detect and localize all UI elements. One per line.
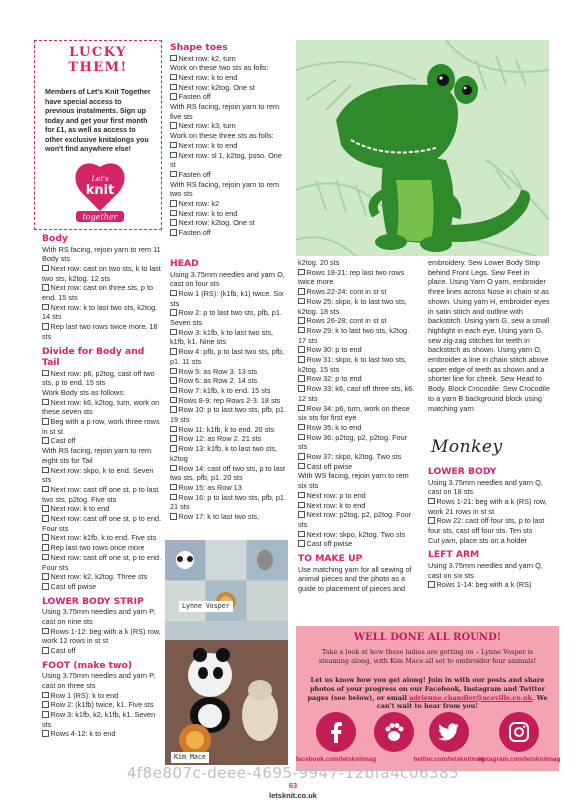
step-text: Next row: k to end bbox=[50, 504, 110, 514]
monkey-heading: Monkey bbox=[431, 437, 503, 457]
step-checkbox[interactable] bbox=[42, 554, 49, 561]
step-checkbox[interactable] bbox=[170, 484, 177, 491]
step-checkbox[interactable] bbox=[170, 494, 177, 501]
step-checkbox[interactable] bbox=[170, 142, 177, 149]
step-text: Rows 1-21: beg with a k (RS) row, work 21 rows in st st bbox=[428, 496, 547, 516]
step-checkbox[interactable] bbox=[298, 385, 305, 392]
instagram-icon[interactable] bbox=[499, 712, 539, 752]
step-checkbox[interactable] bbox=[42, 418, 49, 425]
step-checkbox[interactable] bbox=[170, 210, 177, 217]
pattern-step bbox=[428, 497, 550, 516]
section-heading: LOWER BODY bbox=[428, 466, 497, 477]
instruction-text: With RS facing, rejoin yarn to rem eight sts for Tail bbox=[42, 446, 152, 465]
banner-cta-text: Let us know how you get along! Join in with our posts and share photos of your progress on our Facebook, Instagram and Twitter pages (see below), or email bbox=[307, 676, 546, 702]
pattern-step bbox=[42, 369, 162, 388]
pattern-step bbox=[42, 436, 162, 446]
step-checkbox[interactable] bbox=[42, 534, 49, 541]
step-checkbox[interactable] bbox=[170, 122, 177, 129]
step-checkbox[interactable] bbox=[170, 387, 177, 394]
pattern-step bbox=[170, 434, 288, 444]
step-text: Row 5: as Row 3. 13 sts bbox=[178, 366, 258, 376]
pattern-step bbox=[298, 297, 418, 316]
column-2-top bbox=[170, 42, 288, 238]
step-text: Row 10: p to last two sts, pfb, p1. 19 sts bbox=[170, 405, 286, 425]
step-checkbox[interactable] bbox=[428, 498, 435, 505]
pattern-step bbox=[170, 367, 288, 377]
pattern-step bbox=[42, 700, 162, 710]
pattern-step bbox=[42, 646, 162, 656]
step-checkbox[interactable] bbox=[298, 540, 305, 547]
step-text: Row 34: p6, turn, work on these six sts for first eye bbox=[298, 403, 410, 423]
step-checkbox[interactable] bbox=[298, 317, 305, 324]
step-checkbox[interactable] bbox=[298, 531, 305, 538]
step-text: Rows 22-24: cont in st st bbox=[306, 287, 387, 297]
pattern-step bbox=[298, 384, 418, 403]
column-1 bbox=[42, 233, 162, 739]
section-heading: HEAD bbox=[170, 258, 199, 269]
lets-knit-together-logo bbox=[72, 161, 128, 225]
instruction-text: Using 3.75mm needles and yarn P, cast on nine sts bbox=[42, 607, 156, 626]
step-checkbox[interactable] bbox=[170, 309, 177, 316]
pattern-step bbox=[170, 151, 288, 170]
step-text: Row 32: p to end bbox=[306, 374, 362, 384]
page-number: 63 bbox=[288, 781, 298, 790]
step-checkbox[interactable] bbox=[42, 730, 49, 737]
step-checkbox[interactable] bbox=[42, 711, 49, 718]
banner-call-to-action bbox=[306, 676, 549, 711]
pattern-step bbox=[170, 228, 288, 238]
step-checkbox[interactable] bbox=[170, 329, 177, 336]
step-checkbox[interactable] bbox=[170, 406, 177, 413]
step-text: Row 33: k6, cast off three sts, k6. 12 sts bbox=[298, 384, 415, 403]
step-checkbox[interactable] bbox=[298, 288, 305, 295]
step-text: Rows 4-12: k to end bbox=[50, 729, 116, 739]
step-text: Next row: k2, k2tog. Three sts bbox=[50, 572, 148, 582]
step-checkbox[interactable] bbox=[298, 375, 305, 382]
twitter-link[interactable]: twitter.com/letsknitmag bbox=[413, 756, 485, 763]
pattern-step bbox=[42, 303, 162, 322]
step-text: Rows 1-14: beg with a k (RS) bbox=[436, 580, 532, 590]
section-heading: TO MAKE UP bbox=[298, 553, 363, 565]
email-link[interactable]: adrienne.chandler@aceville.co.uk bbox=[409, 693, 533, 702]
step-checkbox[interactable] bbox=[298, 502, 305, 509]
step-text: Cast off bbox=[50, 436, 76, 446]
step-text: Next row: cast off one st, p to last two sts, p2tog. Five sts bbox=[42, 484, 159, 504]
step-checkbox[interactable] bbox=[170, 84, 177, 91]
step-text: Row 7: k1fb, k to end. 15 sts bbox=[178, 385, 271, 395]
pattern-step bbox=[170, 328, 288, 347]
step-text: Next row: k to end bbox=[178, 208, 238, 218]
pattern-step bbox=[42, 553, 162, 572]
step-checkbox[interactable] bbox=[42, 505, 49, 512]
step-text: Row 11: k1fb, k to end. 20 sts bbox=[178, 424, 275, 434]
step-checkbox[interactable] bbox=[298, 269, 305, 276]
step-text: Row 4: pfb, p to last two sts, pfb, p1. 11 sts bbox=[170, 347, 284, 366]
step-checkbox[interactable] bbox=[42, 399, 49, 406]
promo-text: Members of Let's Knit Together have special access to previous instalments. Sign up today and get your first month for £1, as well as access to other exclusive knitalongs you won't find anywhere else! bbox=[45, 88, 151, 154]
step-text: Rep last two rows twice more. 18 sts bbox=[42, 322, 158, 341]
pattern-step bbox=[170, 444, 288, 463]
step-text: Row 37: skpo, k2tog. Two sts bbox=[306, 452, 402, 462]
step-text: Fasten off bbox=[178, 92, 211, 102]
pattern-step bbox=[170, 425, 288, 435]
pattern-step bbox=[170, 493, 288, 512]
step-checkbox[interactable] bbox=[298, 405, 305, 412]
svg-text:Let's: Let's bbox=[91, 175, 109, 183]
pattern-step bbox=[298, 539, 418, 549]
pattern-step bbox=[42, 533, 162, 543]
pattern-step bbox=[298, 452, 418, 462]
svg-text:together: together bbox=[82, 212, 118, 222]
step-text: Row 30: p to end bbox=[306, 345, 362, 355]
instruction-text: embroidery. Sew Lower Body Strip behind Front Legs. Sew Feet in place. Using Yarn O yarn, embroider three lines across Nose in chain st as shown. Using yarn H, embroider eyes in satin stitch and outline with backstitch. Using yarn G, sew a small highlight in each eye. Using yarn G, sew zig-zag stitches for teeth in backstitch as shown. Using yarn O, embroider a line in chain stitch above upper edge of teeth as shown and a shorter line for cheek. Sew Head to Body. Block Crocodile. Sew Crocodile to a yarn B background block using matching yarn bbox=[428, 258, 550, 413]
instruction-text: Using 3.75mm needles and yarn Q, cast on six sts bbox=[428, 560, 543, 580]
facebook-icon[interactable] bbox=[316, 712, 356, 752]
pattern-step bbox=[428, 580, 550, 590]
pattern-step bbox=[298, 433, 418, 452]
pattern-step bbox=[42, 710, 162, 729]
step-text: Next row: cast off one st, p to end. Four sts bbox=[42, 514, 162, 533]
step-checkbox[interactable] bbox=[42, 628, 49, 635]
step-text: Rep last two rows once more bbox=[50, 543, 145, 553]
pattern-step bbox=[42, 543, 162, 553]
facebook-link[interactable]: facebook.com/letsknitmag bbox=[295, 756, 377, 763]
step-checkbox[interactable] bbox=[428, 517, 435, 524]
pattern-step bbox=[298, 530, 418, 540]
step-text: Row 35: k to end bbox=[306, 422, 362, 432]
step-checkbox[interactable] bbox=[170, 219, 177, 226]
step-checkbox[interactable] bbox=[170, 348, 177, 355]
step-text: Row 22: cast off four sts, p to last four sts, cast off four sts. Ten sts bbox=[428, 516, 545, 536]
step-text: Next row: p to end bbox=[306, 490, 366, 500]
step-checkbox[interactable] bbox=[42, 692, 49, 699]
step-checkbox[interactable] bbox=[170, 368, 177, 375]
step-text: Row 29: k to last two sts, k2tog. 17 sts bbox=[298, 325, 410, 345]
pattern-step bbox=[170, 512, 288, 522]
website: letsknit.co.uk bbox=[269, 790, 317, 800]
pattern-step bbox=[42, 398, 162, 417]
step-checkbox[interactable] bbox=[298, 463, 305, 470]
step-text: Row 15: as Row 13 bbox=[178, 482, 242, 492]
step-text: Row 31: skpo, k to last two sts, k2tog. 15 sts bbox=[298, 355, 407, 374]
pattern-step bbox=[170, 396, 288, 406]
step-text: Rows 26-28: cont in st st bbox=[306, 316, 387, 326]
step-text: Row 2: p to last two sts, pfb, p1. Seven sts bbox=[170, 308, 282, 328]
instruction-text: Use matching yarn for all sewing of animal pieces and the photo as a guide to placement of pieces and bbox=[298, 564, 412, 593]
members-promo-box bbox=[34, 40, 162, 230]
step-text: Next row: sl 1, k2tog, psso. One st bbox=[170, 150, 282, 170]
step-text: Row 6: as Row 2. 14 sts bbox=[178, 376, 258, 386]
step-checkbox[interactable] bbox=[42, 323, 49, 330]
knitted-animals-photo bbox=[165, 540, 288, 765]
step-text: Next row: cast on three sts, p to end. 15 sts bbox=[42, 283, 154, 303]
pattern-step bbox=[42, 264, 162, 283]
banner-intro: Take a look at how these ladies are getting on – Lynne Vosper is steaming along, with Kim Mace all set to embroider four animals! bbox=[318, 648, 537, 665]
step-checkbox[interactable] bbox=[170, 55, 177, 62]
instruction-text: With RS facing, rejoin yarn to rem 11 Body sts bbox=[42, 244, 161, 264]
step-checkbox[interactable] bbox=[42, 701, 49, 708]
column-2-bottom bbox=[170, 258, 288, 522]
pattern-step bbox=[298, 345, 418, 355]
pattern-step bbox=[42, 466, 162, 485]
pattern-step bbox=[170, 483, 288, 493]
step-checkbox[interactable] bbox=[170, 290, 177, 297]
step-checkbox[interactable] bbox=[170, 93, 177, 100]
step-text: Row 2: (k1fb) twice, k1. Five sts bbox=[50, 700, 154, 710]
pattern-step bbox=[170, 405, 288, 424]
paw-icon bbox=[374, 712, 414, 752]
pattern-step bbox=[170, 376, 288, 386]
step-checkbox[interactable] bbox=[298, 356, 305, 363]
step-text: Beg with a p row, work three rows in st st bbox=[42, 417, 160, 436]
pattern-step bbox=[170, 83, 288, 93]
watermark: 4f8e807c-deee-4695-9947-12bfa4c06385 bbox=[126, 764, 460, 782]
step-checkbox[interactable] bbox=[42, 544, 49, 551]
section-heading: LEFT ARM bbox=[428, 549, 480, 561]
pattern-step bbox=[170, 170, 288, 180]
step-text: Next row: k2 bbox=[178, 199, 220, 209]
step-checkbox[interactable] bbox=[428, 581, 435, 588]
step-checkbox[interactable] bbox=[298, 298, 305, 305]
step-checkbox[interactable] bbox=[42, 265, 49, 272]
twitter-icon[interactable] bbox=[429, 712, 469, 752]
step-checkbox[interactable] bbox=[42, 515, 49, 522]
pattern-step bbox=[428, 516, 550, 535]
step-checkbox[interactable] bbox=[170, 377, 177, 384]
page-footer bbox=[0, 781, 586, 800]
section-heading: Body bbox=[42, 233, 68, 244]
step-checkbox[interactable] bbox=[170, 426, 177, 433]
instruction-text: With WS facing, rejoin yarn to rem six sts bbox=[298, 471, 409, 491]
pattern-step bbox=[42, 504, 162, 514]
step-checkbox[interactable] bbox=[170, 200, 177, 207]
pattern-step bbox=[298, 355, 418, 374]
step-checkbox[interactable] bbox=[170, 229, 177, 236]
pattern-step bbox=[298, 326, 418, 345]
promo-heading: LUCKY THEM! bbox=[68, 45, 128, 75]
pattern-step bbox=[170, 92, 288, 102]
pattern-step bbox=[42, 729, 162, 739]
pattern-step bbox=[42, 322, 162, 341]
step-text: Next row: k to end bbox=[178, 140, 238, 150]
step-checkbox[interactable] bbox=[298, 346, 305, 353]
step-text: Cast off pwise bbox=[50, 582, 97, 591]
step-checkbox[interactable] bbox=[298, 434, 305, 441]
pattern-step bbox=[298, 423, 418, 433]
step-text: Cast off bbox=[50, 646, 76, 656]
step-text: Fasten off bbox=[178, 228, 211, 238]
instruction-text: With RS facing, rejoin yarn to rem two sts bbox=[170, 179, 280, 199]
step-checkbox[interactable] bbox=[298, 327, 305, 334]
step-checkbox[interactable] bbox=[42, 284, 49, 291]
column-3 bbox=[298, 258, 418, 594]
pattern-step bbox=[298, 462, 418, 472]
pattern-step bbox=[170, 218, 288, 228]
pattern-step bbox=[298, 374, 418, 384]
pattern-step bbox=[170, 464, 288, 483]
step-text: Row 36: p2tog, p2, p2tog. Four sts bbox=[298, 432, 408, 452]
column-4-bottom bbox=[428, 466, 550, 590]
step-text: Next row: k2, turn bbox=[178, 53, 236, 63]
step-text: Row 3: k1fb, k to last two sts, k1fb, k1. Nine sts bbox=[170, 327, 273, 347]
step-text: Row 1 (RS): k to end bbox=[50, 690, 119, 700]
step-checkbox[interactable] bbox=[298, 511, 305, 518]
step-text: Next row: cast off one st, p to end. Four sts bbox=[42, 552, 162, 572]
pattern-step bbox=[298, 510, 418, 529]
step-text: Row 1 (RS): (k1fb, k1) twice. Six sts bbox=[170, 288, 284, 308]
step-text: Row 25: skpo, k to last two sts, k2tog. 18 sts bbox=[298, 296, 407, 316]
step-text: Next row: cast on two sts, k to last two sts, k2tog. 12 sts bbox=[42, 263, 161, 283]
step-checkbox[interactable] bbox=[298, 453, 305, 460]
step-checkbox[interactable] bbox=[170, 465, 177, 472]
section-heading: FOOT (make two) bbox=[42, 659, 133, 671]
step-text: Next row: k3, turn bbox=[178, 121, 236, 131]
step-text: Row 16: p to last two sts, pfb, p1. 21 sts bbox=[170, 492, 286, 512]
column-4-top bbox=[428, 258, 550, 413]
pattern-step bbox=[42, 572, 162, 582]
pattern-step bbox=[170, 141, 288, 151]
instruction-text: Work Body sts as follows: bbox=[42, 387, 125, 397]
step-checkbox[interactable] bbox=[42, 304, 49, 311]
step-text: Next row: p6, p2tog, cast off two sts, p to end. 15 sts bbox=[42, 368, 155, 388]
pattern-step bbox=[170, 209, 288, 219]
well-done-banner bbox=[296, 626, 559, 771]
pattern-step bbox=[298, 501, 418, 511]
step-checkbox[interactable] bbox=[170, 74, 177, 81]
pattern-step bbox=[298, 287, 418, 297]
instruction-text: Cut yarn, place sts on a holder bbox=[428, 535, 527, 545]
instagram-link[interactable]: instagram.com/letsknitmag bbox=[477, 756, 561, 763]
pattern-step bbox=[42, 691, 162, 701]
step-text: Next row: k to last two sts, k2tog. 14 sts bbox=[42, 302, 158, 322]
step-text: Row 13: k1fb, k to last two sts, k2tog bbox=[170, 444, 278, 463]
pattern-step bbox=[42, 283, 162, 302]
pattern-step bbox=[170, 73, 288, 83]
step-text: Row 14: cast off two sts, p to last two sts, pfb, p1. 20 sts bbox=[170, 463, 286, 483]
instruction-text: Using 3.75mm needles and yarn P, cast on three sts bbox=[42, 671, 156, 690]
crocodile-photo bbox=[296, 40, 549, 256]
instruction-text: Using 3.75mm needles and yarn O, cast on four sts bbox=[170, 269, 285, 289]
step-text: Row 17: k to last two sts, bbox=[178, 512, 260, 522]
instruction-text: k2tog. 20 sts bbox=[298, 258, 340, 267]
step-text: Rows 8-9: rep Rows 2-3. 18 sts bbox=[178, 395, 281, 405]
pattern-step bbox=[42, 514, 162, 533]
pattern-step bbox=[42, 485, 162, 504]
step-checkbox[interactable] bbox=[298, 424, 305, 431]
instruction-text: Using 3.75mm needles and yarn Q, cast on 18 sts bbox=[428, 477, 543, 497]
step-text: Next row: k1fb, k to end. Five sts bbox=[50, 533, 157, 543]
pattern-step bbox=[298, 268, 418, 287]
step-text: Rows 1-12: beg with a k (RS) row, work 12 rows in st st bbox=[42, 626, 161, 646]
step-text: Row 3: k1fb, k2, k1fb, k1. Seven sts bbox=[42, 710, 156, 729]
step-checkbox[interactable] bbox=[170, 513, 177, 520]
step-text: Next row: k2tog. One st bbox=[178, 82, 255, 92]
step-checkbox[interactable] bbox=[298, 492, 305, 499]
pattern-step bbox=[170, 121, 288, 131]
banner-title: WELL DONE ALL ROUND! bbox=[353, 632, 502, 643]
pattern-step bbox=[298, 404, 418, 423]
step-checkbox[interactable] bbox=[42, 370, 49, 377]
photo-caption-kim: Kim Mace bbox=[171, 752, 209, 763]
pattern-step bbox=[170, 199, 288, 209]
step-text: Rows 18-21: rep last two rows twice more bbox=[298, 267, 405, 287]
instruction-text: With RS facing, rejoin yarn to rem five sts bbox=[170, 102, 280, 121]
step-text: Next row: p2tog, p2, p2tog. Four sts bbox=[298, 510, 412, 529]
pattern-step bbox=[42, 582, 162, 592]
pattern-step bbox=[170, 308, 288, 327]
step-text: Next row: skpo, k to end. Seven sts bbox=[42, 465, 154, 485]
instruction-text: Work on these two sts as folls: bbox=[170, 63, 269, 73]
step-text: Next row: k2tog. One st bbox=[178, 218, 255, 228]
step-checkbox[interactable] bbox=[42, 437, 49, 444]
step-text: Next row: k6, k2tog, turn, work on these seven sts bbox=[42, 397, 160, 417]
step-text: Next row: skpo, k2tog. Two sts bbox=[306, 529, 406, 539]
instruction-text: Work on these three sts as folls: bbox=[170, 131, 274, 141]
step-text: Row 12: as Row 2. 21 sts bbox=[178, 434, 262, 444]
pattern-step bbox=[42, 627, 162, 646]
section-heading: Divide for Body and Tail bbox=[42, 345, 145, 369]
section-heading: Shape toes bbox=[170, 42, 228, 53]
step-text: Fasten off bbox=[178, 169, 211, 179]
section-heading: LOWER BODY STRIP bbox=[42, 595, 144, 607]
pattern-step bbox=[170, 289, 288, 308]
step-checkbox[interactable] bbox=[170, 152, 177, 159]
pattern-step bbox=[170, 347, 288, 366]
step-checkbox[interactable] bbox=[170, 397, 177, 404]
photo-caption-lynne: Lynne Vosper bbox=[179, 601, 233, 612]
step-checkbox[interactable] bbox=[42, 647, 49, 654]
pattern-step bbox=[170, 386, 288, 396]
step-checkbox[interactable] bbox=[170, 171, 177, 178]
svg-text:knit: knit bbox=[85, 183, 115, 198]
step-checkbox[interactable] bbox=[42, 583, 49, 590]
pattern-step bbox=[298, 316, 418, 326]
step-checkbox[interactable] bbox=[170, 445, 177, 452]
step-text: Cast off pwise bbox=[306, 539, 353, 549]
step-text: Next row: k to end bbox=[178, 72, 238, 82]
step-checkbox[interactable] bbox=[42, 573, 49, 580]
step-checkbox[interactable] bbox=[42, 486, 49, 493]
banner-cta-end: . We can't wait to hear from you! bbox=[376, 693, 548, 711]
pattern-step bbox=[298, 491, 418, 501]
step-text: Cast off pwise bbox=[306, 461, 353, 471]
step-text: Next row: k to end bbox=[306, 500, 366, 510]
pattern-step bbox=[42, 417, 162, 436]
pattern-step bbox=[170, 54, 288, 64]
step-checkbox[interactable] bbox=[42, 467, 49, 474]
step-checkbox[interactable] bbox=[170, 435, 177, 442]
